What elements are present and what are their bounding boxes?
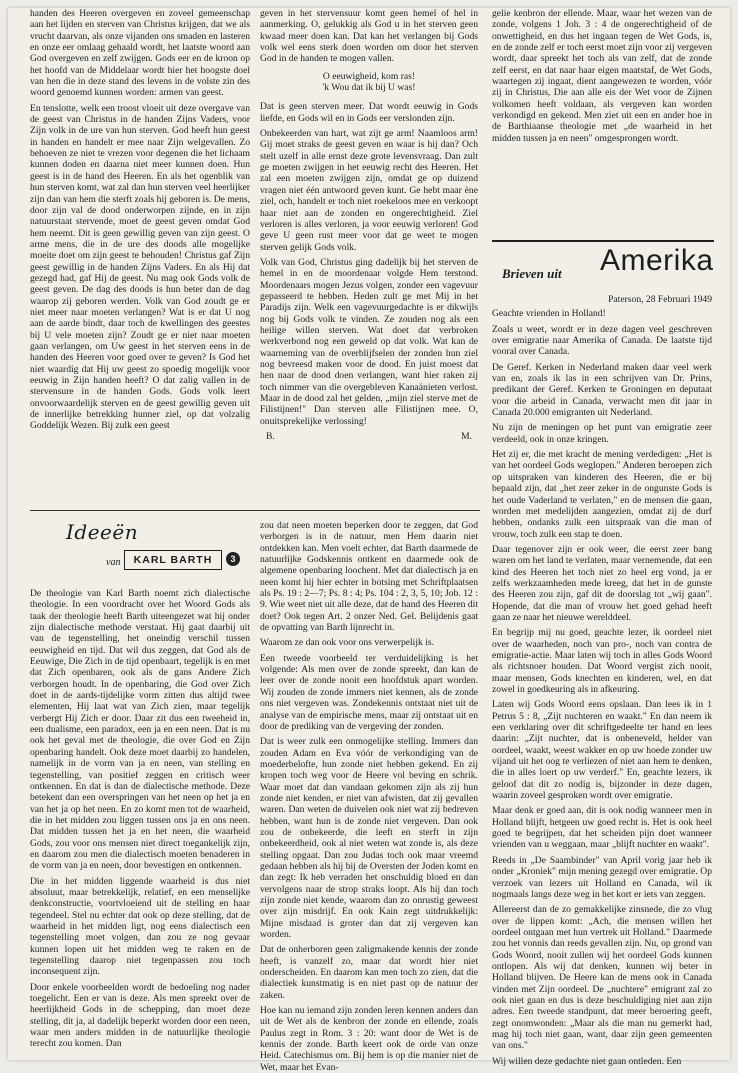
brieven-title-small: Brieven uit xyxy=(502,266,562,281)
article-paragraph: Hoe kan nu iemand zijn zonden leren kennen anders dan uit de Wet als de kenbron der zonde en ellende, zoals Paulus zegt in Rom. 3 : 20: want door de Wet is de kennis der zonde. Barth keert ook de orde van onze Heid. Catechismus om. Bij hem is op die manier niet de Wet, maar het Evan- xyxy=(260,1005,478,1073)
letter-paragraph: Allereerst dan de zo gemakkelijke zinsnede, die zo vlug over de lippen komt: „Ach, die mensen willen het oordeel ontgaan met hun vertrek uit Holland." Daarmede zou het vonnis dan reeds gevallen zijn. Nu, op grond van Gods Woord, nooit zullen wij het oordeel Gods kunnen ontlopen. Als wij dat denken, kunnen wij beter in Holland blijven. De Heere kan de mens ook in Canada vinden met Zijn oordeel. De „nuchtere" emigrant zal zo ook niet gaan en dus is deze beschuldiging niet aan zijn adres. Een tweede standpunt, dat meer beroering geeft, zegt onomwonden: „Maar als die man nu gemerkt had, mag hij toch niet gaan, want, daar zijn geen gemeenten van ons." xyxy=(492,904,712,1052)
article-paragraph: Door enkele voorbeelden wordt de bedoeling nog nader toegelicht. Een er van is deze. Als men spreekt over de heerlijkheid Gods in de schepping, dan moet deze stelling, dit ja, al dadelijk beperkt worden door een neen, waar men anders midden in de natuurlijke theologie terecht zou komen. Dan xyxy=(30,981,250,1050)
letter-paragraph: En begrijp mij nu goed, geachte lezer, ik oordeel niet over de waarheden, noch van pro-, noch van contra de emigratie-actie. Maar laten wij toch in alles Gods Woord als richtsnoer houden. Dat Woord vergist zich nooit, maar mensen, Gods knechten en kinderen, wel, en dat zowel in goedkeuring als in afkeuring. xyxy=(492,627,712,695)
article-paragraph: Een tweede voorbeeld ter verduidelijking is het volgende: Als men over de zonde spreekt, dan kan de leer over de zonde nooit een hoofdstuk apart worden. Wij zouden de zonde immers niet kennen, als de zonde ons niet vergeven was. Zondekennis ontstaat niet uit de analyse van de empirische mens, maar zij ontstaat uit en door de prediking van de vergeving der zonden. xyxy=(260,652,478,732)
article-column-1 xyxy=(30,8,250,506)
letter-paragraph: Daar tegenover zijn er ook weer, die eerst zeer bang waren om het land te verlaten, maar vernemende, dat een kind des Heeren het toch niet zo heel erg vond, ja er zelfs werkzaamheden mede kreeg, dat het in de gunste des Heeren zou zijn, gaf dit de doorslag tot „wij gaan". Hopende, dat die man of vrouw het goed gehad heeft gaan ze naar het nieuwe werelddeel. xyxy=(492,543,712,623)
ideeen-column-1 xyxy=(30,588,250,1054)
letter-paragraph: Maar denk er goed aan, dit is ook nodig wanneer men in Holland blijft, hetgeen uw goed recht is. Het is ook heel goed te begrijpen, dat het scheiden pijn doet wanneer vrienden van u weggaan, maar „blijft nuchter en waakt". xyxy=(492,805,712,851)
author-name-box: KARL BARTH xyxy=(124,550,222,570)
article-paragraph: Die in het midden liggende waarheid is dus niet absoluut, maar betrekkelijk, relatief, en een menselijke denkconstructie, voortvloeiend uit de stelling en haar tegendeel. Stel nu echter dat ook op deze stelling, dat de waarheid in het midden ligt, nog eens dialectisch een tegenstelling moet volgen, dan zou ze nog gevaar kunnen lopen uit het midden weg te raken en de tegenstelling daarop niet tegenpassen zou toch inconsequent zijn. xyxy=(30,875,250,978)
ideeen-van: van xyxy=(106,557,121,568)
article-paragraph: gelie kenbron der ellende. Maar, waar het wezen van de zonde, volgens 1 Joh. 3 : 4 de ongerechtigheid of de onwettigheid, en dus het ingaan tegen de Wet Gods, is, en de zonde zelf er toch eerst moet zijn voor zij vergeven wordt, daar spreekt het toch als van zelf, dat de zonde zelf eerst, en dat naar haar eigen maatstaf, de Wet Gods, waartegen zij ingaat, dient aangewezen te worden, vóór zij in Christus, Die aan alle eis der Wet voor de Zijnen volkomen heeft voldaan, als vergeven kan worden verkondigd en gekend. Men ziet uit een en ander hoe in de Barthiaanse theologie met „de waarheid in het midden tussen ja en neen" omgesprongen wordt. xyxy=(492,8,712,144)
ideeen-title: Ideeën xyxy=(66,520,139,544)
article-paragraph: Volk van God, Christus ging dadelijk bij het sterven de hemel in en de moordenaar volgde Hem terstond. Moordenaars mogen Jezus volgen, zonder een vagevuur gepasseerd te hebben. Heden zult ge met Mij in het Paradijs zijn. Welk een vagevuurgedachte is er dikwijls nog bij Gods volk te vinden. Ze zouden nog als een heilige willen sterven. Wat doet dat verbroken werkverbond nog een geweld op dat volk. Wat kan de waarneming van de overblijfselen der zonden hun ziel nog bevreesd maken voor de dood. En juist moest dat hen naar de dood doen verlangen, want hier raken zij toch nimmer van die overgebleven Kanaänieten verlost. Maar in de dood zal het gelden, „mijn ziel sterve met de Filistijnen!" Dan sterven alle Filistijnen mee. O, onuitsprekelijke verlossing! xyxy=(260,256,478,427)
article-paragraph: Dat is geen sterven meer. Dat wordt eeuwig in Gods liefde, en Gods wil en in Gods eer verslonden zijn. xyxy=(260,101,478,124)
series-number-badge: 3 xyxy=(226,552,240,566)
letter-paragraph: Het zij er, die met kracht de mening verdedigen: „Het is van het oordeel Gods weglopen." Anderen beroepen zich op uitspraken van kinderen des Heeren, die er bij bepaald zijn, dat „het zeer zeker in de ongunste Gods is het oude Vaderland te verlaten," en de mensen die gaan, worden met medelijden aangezien, omdat zij de durf hebben, ondanks zulk een uitspraak van die man of vrouw, toch zulk een stap te doen. xyxy=(492,449,712,540)
section-divider xyxy=(30,510,480,511)
ideeen-column-2 xyxy=(260,520,478,1073)
dateline: Paterson, 28 Februari 1949 xyxy=(608,294,712,305)
brieven-header xyxy=(502,244,720,290)
article-paragraph: En tenslotte, welk een troost vloeit uit deze overgave van de geest van Christus in de handen Zijns Vaders, voor Zijn volk in de ure van hun sterven. God heeft hun geest in handen en handelt er mee naar Zijn welgevallen. Zo behoeven ze niet te vrezen voor degenen die het lichaam kunnen doden en daarna niet meer kunnen doen. Hun geest is in de hand des Heeren. En als het ogenblik van hun sterven komt, wat zal dan hun sterven veel heerlijker zijn dan van hem die sterft zoals hij geboren is. De mens, door zijn val de dood onderworpen zijnde, en in zijn natuurstaat stervende, moet de geest geven omdat God hem neemt. Dit is geen gewillig geven van zijn geest. O arme mens, die in de ure des doods alle mogelijke moeite doet om zijn geest te behouden! Christus gaf Zijn geest gewillig in de handen Zijns Vaders. En als Hij dat gezegd had, gaf Hij de geest. Nu mag ook Gods volk de geest geven. De dag des doods is hun beter dan de dag waarop zij geboren werden. Volk van God zoudt ge er niet meer naar moeten verlangen? Wat is er dat U nog aan de aarde bindt, daar toch de kwellingen des geestes bij U vele moeten zijn? Zoudt ge er niet naar moeten gaan verlangen, om Uw geest in het sterven eens in de handen des Heeren voor goed over te geven? Is God het niet waardig dat Hij uw geest zo spoedig mogelijk voor eeuwig in Zijn handen heeft? O dat zalig vallen in de stervensure in de handen Gods. Gods volk leert onvoorwaardelijk sterven en de geest gewillig geven uit de innerlijke betrekking hunner ziel, op dat volzalig Goddelijk Wezen. Bij zulk een geest xyxy=(30,102,250,432)
letter-paragraph: Wij willen deze gedachte niet gaan ontleden. Een xyxy=(492,1055,682,1067)
article-paragraph: zou dat neen moeten beperken door te zeggen, dat God verborgen is in de natuur, men Hem daarin niet ontdekken kan. Men voelt echter, dat Barth daarmede de natuurlijke Godskennis ontkent en daarmede ook de algemene openbaring loochent. Met dat dialectisch ja en neen komt hij hier echter in botsing met Schriftplaatsen als Ps. 19 : 2—7; Ps. 8 : 4; Ps. 104 : 2, 3, 5, 10; Job. 12 : 9. Wie weet niet uit alle deze, dat de hand des Heeren dit doet? Ook tegen Art. 2 onzer Ned. Gel. Belijdenis gaat de opvatting van Barth lijnrecht in. xyxy=(260,520,478,634)
article-paragraph: Dat de onherboren geen zaligmakende kennis der zonde heeft, is vanzelf zo, maar dat wordt hier niet onderscheiden. En daarom kan men toch zo zien, dat die dialectiek kunstmatig is en niet past op de natuur der zaken. xyxy=(260,944,478,1001)
letter-paragraph: De Geref. Kerken in Nederland maken daar veel werk van en, zoals ik las in een schrijven van Dr. Prins, predikant der Geref. Kerken te Groningen en deputaat voor die arbeid in Canada, verwacht men dit jaar in Canada 20.000 emigranten uit Nederland. xyxy=(492,361,712,419)
signature-line xyxy=(260,431,478,442)
signature-initial: M. xyxy=(461,431,472,443)
article-paragraph: De theologie van Karl Barth noemt zich dialectische theologie. In een voordracht over het Woord Gods als taak der theologie heeft Barth uiteengezet wat hij onder zijn dialectische methode verstaat. Hij gaat daarbij uit van de tegenstelling, het oneindig verschil tussen eeuwigheid en tijd. Dat wil dus zeggen, dat God als de Eeuwige, Die Zich in de tijd openbaart, tegelijk is en met dat Zich openbaren, ook als de gans Andere Zich verborgen houdt. In de openbaring, die God over Zich doet in de aards-tijdelijke vorm zitten dus altijd twee elementen, Hij laat wat van Zich zien, maar tegelijk verbergt Hij Zich er door. Daar zit dus een tweeheid in, een dualisme, een paradox, een ja en een neen. Dat is nu ook het geval met de theologie, die over God en Zijn openbaring handelt. Ook deze moet daarbij zo handelen, namelijk in de vorm van ja en neen, van stelling en tegenstelling, van positief zeggen en critisch weer ontkennen. En dat is dan de dialectische methode. Deze betekent dan een overspringen van het neen op het ja en van het ja op het neen. En zo komt men tot de waarheid, die in het midden zou liggen tussen ons ja en ons neen. Dat midden tussen het ja en het neen, die waarheid Gods, zou voor ons mensen niet direct toegankelijk zijn, en daarom zou men die dialectisch moeten benaderen in de vorm van ja en neen, door bevestigen en ontkennen. xyxy=(30,588,250,872)
letter-paragraph: Laten wij Gods Woord eens opslaan. Dan lees ik in 1 Petrus 5 : 8, „Zijt nuchteren en waakt." En dan neem ik een verklaring over dit schriftgedeelte ter hand en lees daarin: „Zijt nuchter, dat is onbeneveld, helder van oordeel, waakt, weest wakker en op uw hoede zonder uw vijand uit het oog te verliezen of niet aan hem te denken, die in alles loert op uw verderf." En, geachte lezers, ik geloof dat dit zo nodig is, bijzonder in deze dagen, waarin zoveel gesproken wordt over emigratie. xyxy=(492,699,712,802)
article-paragraph: Waarom ze dan ook voor ons verwerpelijk is. xyxy=(260,637,434,649)
letter-paragraph: Reeds in „De Saambinder" van April vorig jaar heb ik onder „Kroniek" mijn mening gezegd over emigratie. Op verzoek van lezers uit Holland en Canada, wil ik nogmaals langs deze weg in het kort er iets van zeggen. xyxy=(492,854,712,900)
newspaper-page xyxy=(8,8,730,1073)
section-divider xyxy=(492,240,714,242)
article-paragraph: Dat is weer zulk een onmogelijke stelling. Immers dan zouden Adam en Eva vóór de verkondiging van de moederbelofte, hun zonde niet hebben gekend. En zij kropen toch weg voor de Heere vol beving en schrik. Waar moet dat dan vandaan gekomen zijn als zij hun zonde niet kenden, er niet van afwisten, dat zij gevallen waren. Dan weten de duivelen ook niet wat zij bedreven hebben, want hun is de zonde niet vergeven. Dan ook zou de onbekeerde, die leeft en sterft in zijn onbekeerdheid, ook al niet weten wat zonde is, als deze stelling opgaat. Dan zou Judas toch ook maar vreemd gedaan hebben als hij bij de Oversten der Joden komt en dan zegt: Ik heb verraden het onschuldig bloed en dan vervolgens naar de strop straks loopt. Als hij dan toch zijn zonde niet kende, waarom dan zo onrustig geweest over zijn misdrijf. En ook Kain zegt uitdrukkelijk: Mijne misdaad is groter dan dat zij vergeven kan worden. xyxy=(260,736,478,941)
letter-paragraph: Zoals u weet, wordt er in deze dagen veel geschreven over emigratie naar Amerika of Canada. De laatste tijd vooral over Canada. xyxy=(492,323,712,358)
signature-initial: B. xyxy=(266,431,275,443)
article-paragraph: handen des Heeren overgeven en zoveel gemeenschap aan het lijden en sterven van Christus krijgen, dat we als vrucht daarvan, als onze vijanden ons smaden en lasteren en onze eer omlaag gehaald wordt, het laatste woord aan God overgeven en zelf zwijgen. Gods eer en de kroon op het hoofd van de Middelaar wordt hier het hoogste doel van hen die in deze stand des levens in de volste zin des woord genoemd kunnen worden: armen van geest. xyxy=(30,8,250,99)
article-column-2 xyxy=(260,8,478,506)
brieven-column xyxy=(492,294,712,1067)
brieven-title-big: Amerika xyxy=(600,244,714,277)
article-paragraph: Onbekeerden van hart, wat zijt ge arm! Naamloos arm! Gij moet straks de geest geven en waar is hij dan? Och stelt uzelf in alle ernst deze grote levensvraag. Dan zult ge moeten zwijgen in het eeuwig recht des Heeren. Het zal een moeten zwijgen zijn, omdat ge op duizend vragen niet één antwoord geven kunt. Ge hebt maar ène ziel, och, handelt er toch niet roekeloos mee en verkoopt haar niet aan de zonden en ongerechtigheid. Ziel verloren is alles verloren, ja voor eeuwig verloren! God geve U geen rust meer voor dat ge weet te mogen sterven gelijk Gods volk. xyxy=(260,128,478,253)
article-column-3 xyxy=(492,8,712,234)
letter-paragraph: Geachte vrienden in Holland! xyxy=(492,308,606,320)
article-paragraph: geven in het stervensuur komt geen hemel of hel in aanmerking. O, gelukkig als God u in het sterven geen kwaad meer doen kan. Dat kan het verlangen bij Gods volk wel eens sterk doen worden om door het sterven God in de handen te mogen vallen. xyxy=(260,8,478,65)
poem-line: 'k Wou dat ik bij U was! xyxy=(322,82,416,94)
letter-paragraph: Nu zijn de meningen op het punt van emigratie zeer verdeeld, ook in onze kringen. xyxy=(492,422,712,445)
poem-line: O eeuwigheid, kom ras! xyxy=(322,70,416,82)
poem xyxy=(260,71,478,94)
